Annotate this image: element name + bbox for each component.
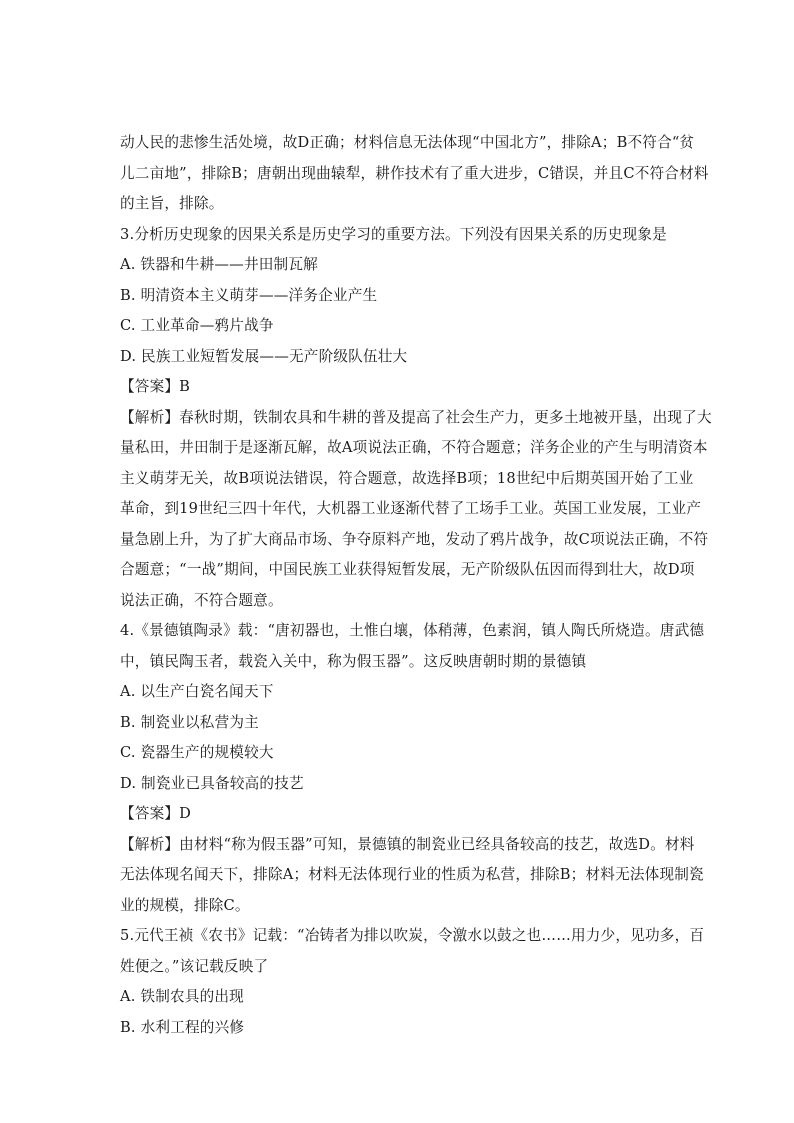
analysis-line: 【解析】春秋时期，铁制农具和牛耕的普及提高了社会生产力，更多土地被开垦，出现了大 (120, 408, 712, 426)
document-page (120, 128, 712, 1043)
text-line: 动人民的悲惨生活处境，故D正确；材料信息无法体现“中国北方”，排除A；B不符合“贫 (120, 134, 695, 151)
analysis-line: 合题意；“一战”期间，中国民族工业获得短暂发展，无产阶级队伍因而得到壮大，故D项 (120, 561, 695, 578)
question-5-stem: 姓便之。”该记载反映了 (120, 957, 269, 975)
question-4-stem: 4.《景德镇陶录》载：“唐初器也，土惟白壤，体稍薄，色素润，镇人陶氏所烧造。唐武德 (120, 622, 705, 639)
analysis-line: 量急剧上升，为了扩大商品市场、争夺原料产地，发动了鸦片战争，故C项说法正确，不符 (120, 530, 709, 548)
option-c: C. 瓷器生产的规模较大 (120, 744, 274, 761)
option-c: C. 工业革命—鸦片战争 (120, 317, 274, 334)
analysis-line: 量私田，井田制于是逐渐瓦解，故A项说法正确，不符合题意；洋务企业的产生与明清资本 (120, 439, 708, 456)
question-4-stem: 中，镇民陶玉者，载瓷入关中，称为假玉器”。这反映唐朝时期的景德镇 (120, 652, 587, 670)
option-a: A. 以生产白瓷名闻天下 (120, 683, 274, 700)
analysis-line: 说法正确，不符合题意。 (120, 591, 283, 609)
question-3-stem: 3.分析历史现象的因果关系是历史学习的重要方法。下列没有因果关系的历史现象是 (120, 225, 667, 243)
analysis-line: 主义萌芽无关，故B项说法错误，符合题意，故选择B项；18世纪中后期英国开始了工业 (120, 469, 694, 487)
analysis-line: 业的规模，排除C。 (120, 896, 250, 914)
option-b: B. 水利工程的兴修 (120, 1018, 245, 1036)
question-5-stem: 5.元代王祯《农书》记载：“冶铸者为排以吹炭，令激水以鼓之也……用力少，见功多，百 (120, 927, 705, 944)
option-d: D. 制瓷业已具备较高的技艺 (120, 774, 304, 792)
answer-label: 【答案】B (120, 378, 191, 395)
analysis-line: 【解析】由材料“称为假玉器”可知，景德镇的制瓷业已经具备较高的技艺，故选D。材料 (120, 835, 695, 853)
option-b: B. 明清资本主义萌芽——洋务企业产生 (120, 286, 378, 304)
analysis-line: 革命，到19世纪三四十年代，大机器工业逐渐代替了工场手工业。英国工业发展，工业产 (120, 500, 702, 517)
option-b: B. 制瓷业以私营为主 (120, 713, 259, 731)
analysis-line: 无法体现名闻天下，排除A；材料无法体现行业的性质为私营，排除B；材料无法体现制瓷 (120, 866, 704, 883)
text-line: 的主旨，排除。 (120, 195, 224, 212)
option-a: A. 铁器和牛耕——井田制瓦解 (120, 256, 318, 273)
text-line: 儿二亩地”，排除B；唐朝出现曲辕犁，耕作技术有了重大进步，C错误，并且C不符合材料 (120, 164, 709, 182)
answer-label: 【答案】D (120, 805, 192, 822)
option-d: D. 民族工业短暂发展——无产阶级队伍壮大 (120, 347, 408, 365)
option-a: A. 铁制农具的出现 (120, 988, 244, 1005)
